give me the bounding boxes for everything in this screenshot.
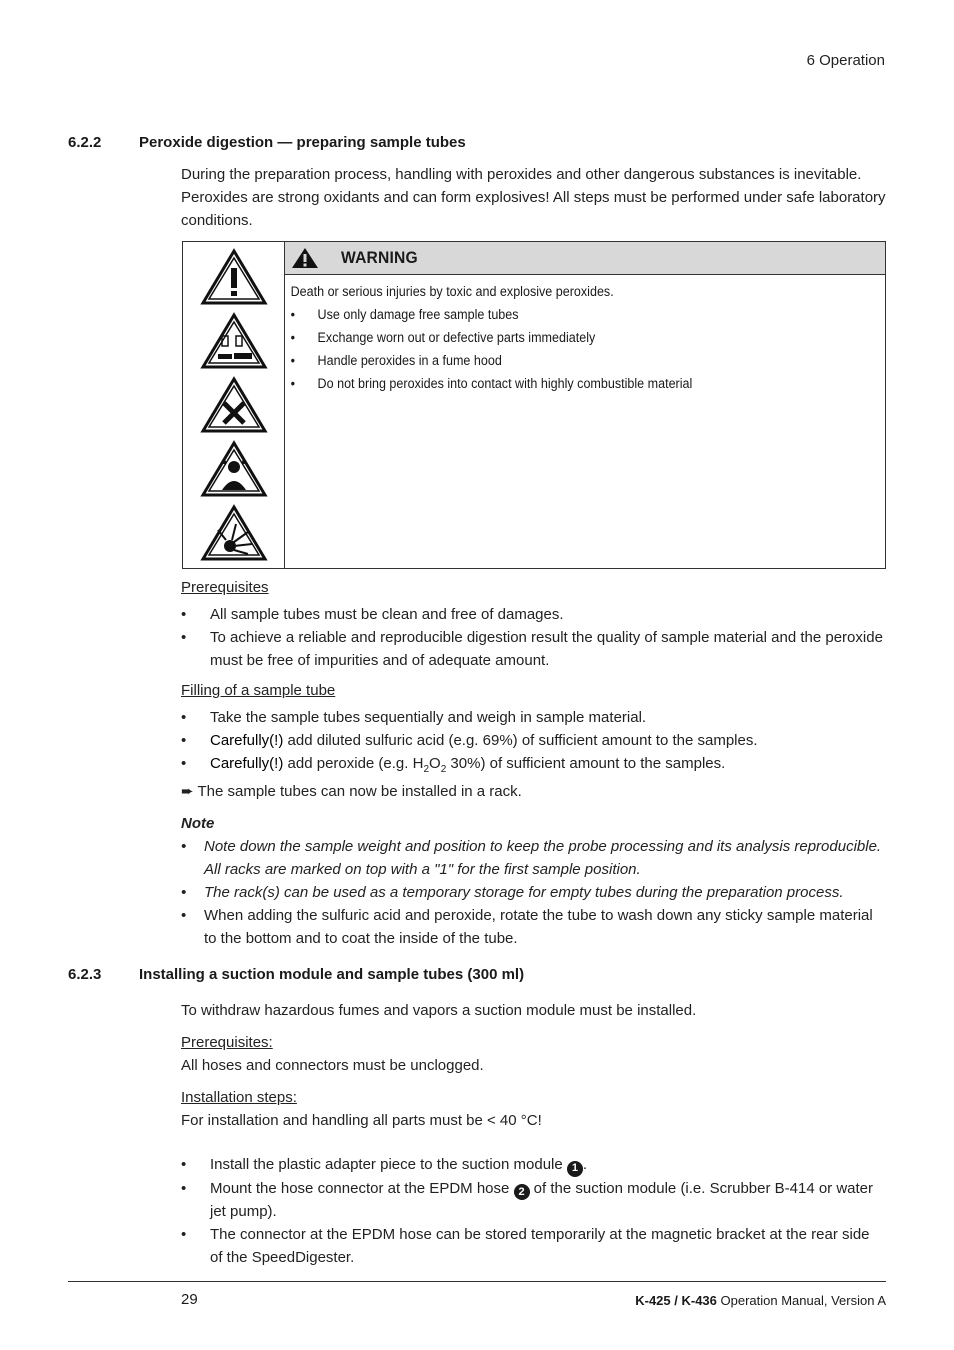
warning-triangle-icon (291, 247, 319, 269)
list-item: • Carefully(!) add peroxide (e.g. $H_2O_2$ 30%) of sufficient amount to the samples. (181, 752, 886, 781)
warning-box (182, 241, 886, 569)
list-item: • Handle peroxides in a fume hood (291, 349, 881, 372)
model-name: K-425 / K-436 (635, 1293, 717, 1308)
section-intro: During the preparation process, handling with peroxides and other dangerous substances is inevitable. Peroxides are strong oxidants and can form explosives! All steps must be performed under safe laboratory conditions. (181, 166, 886, 229)
page-number: 29 (181, 1291, 198, 1308)
section-heading-6-2-2 (68, 134, 466, 151)
prerequisites-text: All hoses and connectors must be unclogged. (181, 1057, 484, 1074)
section-title: Installing a suction module and sample tubes (300 ml) (139, 966, 525, 983)
toxic-gas-icon (200, 440, 268, 498)
list-item: • Install the plastic adapter piece to the suction module 1 . (181, 1153, 886, 1177)
list-item: • Note down the sample weight and position to keep the probe processing and its analysis reproducible. All racks are marked on top with a "1" for the first sample position. (181, 835, 886, 881)
general-warning-icon (200, 248, 268, 306)
list-item: • To achieve a reliable and reproducible digestion result the quality of sample material and the peroxide must be free of impurities and of adequate amount. (181, 626, 886, 672)
warning-list (291, 303, 881, 395)
list-item: • Carefully(!) add diluted sulfuric acid (e.g. 69%) of sufficient amount to the samples. (181, 729, 886, 752)
filling-block (181, 679, 886, 781)
list-item: • Use only damage free sample tubes (291, 303, 881, 326)
corrosive-icon (200, 312, 268, 370)
warning-label: WARNING (341, 248, 418, 267)
warning-bar (285, 242, 885, 275)
installation-steps (181, 1153, 886, 1269)
list-item: • Mount the hose connector at the EPDM hose 2 of the suction module (i.e. Scrubber B-414 or water jet pump). (181, 1177, 886, 1224)
section-number: 6.2.3 (68, 966, 102, 983)
prerequisites-block-2 (181, 1031, 886, 1077)
harmful-icon (200, 376, 268, 434)
warning-content (285, 242, 885, 568)
section-intro: To withdraw hazardous fumes and vapors a suction module must be installed. (181, 1002, 697, 1019)
list-item: • The connector at the EPDM hose can be stored temporarily at the magnetic bracket at the rear side of the SpeedDigester. (181, 1223, 886, 1269)
installation-heading: Installation steps: (181, 1089, 297, 1106)
footer-title: K-425 / K-436 Operation Manual, Version A (635, 1293, 886, 1308)
installation-list (181, 1153, 886, 1269)
prerequisites-heading: Prerequisites: (181, 1034, 273, 1051)
section-number: 6.2.2 (68, 134, 102, 151)
callout-2: 2 (514, 1184, 530, 1200)
prerequisites-list (181, 603, 886, 672)
warning-lead: Death or serious injuries by toxic and explosive peroxides. (290, 284, 614, 299)
list-item: • Take the sample tubes sequentially and weigh in sample material. (181, 706, 886, 729)
list-item: • Do not bring peroxides into contact with highly combustible material (291, 372, 881, 395)
hazard-icons (183, 242, 285, 568)
prerequisites-heading: Prerequisites (181, 579, 269, 596)
running-header: 6 Operation (806, 52, 885, 69)
installation-text: For installation and handling all parts must be < 40 °C! (181, 1112, 542, 1129)
installation-block (181, 1086, 886, 1132)
filling-result: ➨ The sample tubes can now be installed in a rack. (181, 783, 522, 800)
note-heading: Note (181, 815, 215, 832)
callout-1: 1 (567, 1161, 583, 1177)
list-item: • The rack(s) can be used as a temporary storage for empty tubes during the preparation process. (181, 881, 886, 904)
explosive-icon (200, 504, 268, 562)
list-item: • When adding the sulfuric acid and peroxide, rotate the tube to wash down any sticky sample material to the bottom and to coat the inside of the tube. (181, 904, 886, 950)
note-list (181, 835, 886, 950)
filling-list (181, 706, 886, 781)
prerequisites-block (181, 576, 886, 672)
note-block (181, 812, 886, 950)
filling-heading: Filling of a sample tube (181, 682, 336, 699)
warning-text (285, 275, 880, 395)
section-heading-6-2-3 (68, 966, 524, 983)
list-item: • All sample tubes must be clean and free of damages. (181, 603, 886, 626)
footer-rule (68, 1281, 886, 1282)
list-item: • Exchange worn out or defective parts immediately (291, 326, 881, 349)
section-title: Peroxide digestion — preparing sample tubes (139, 134, 466, 151)
